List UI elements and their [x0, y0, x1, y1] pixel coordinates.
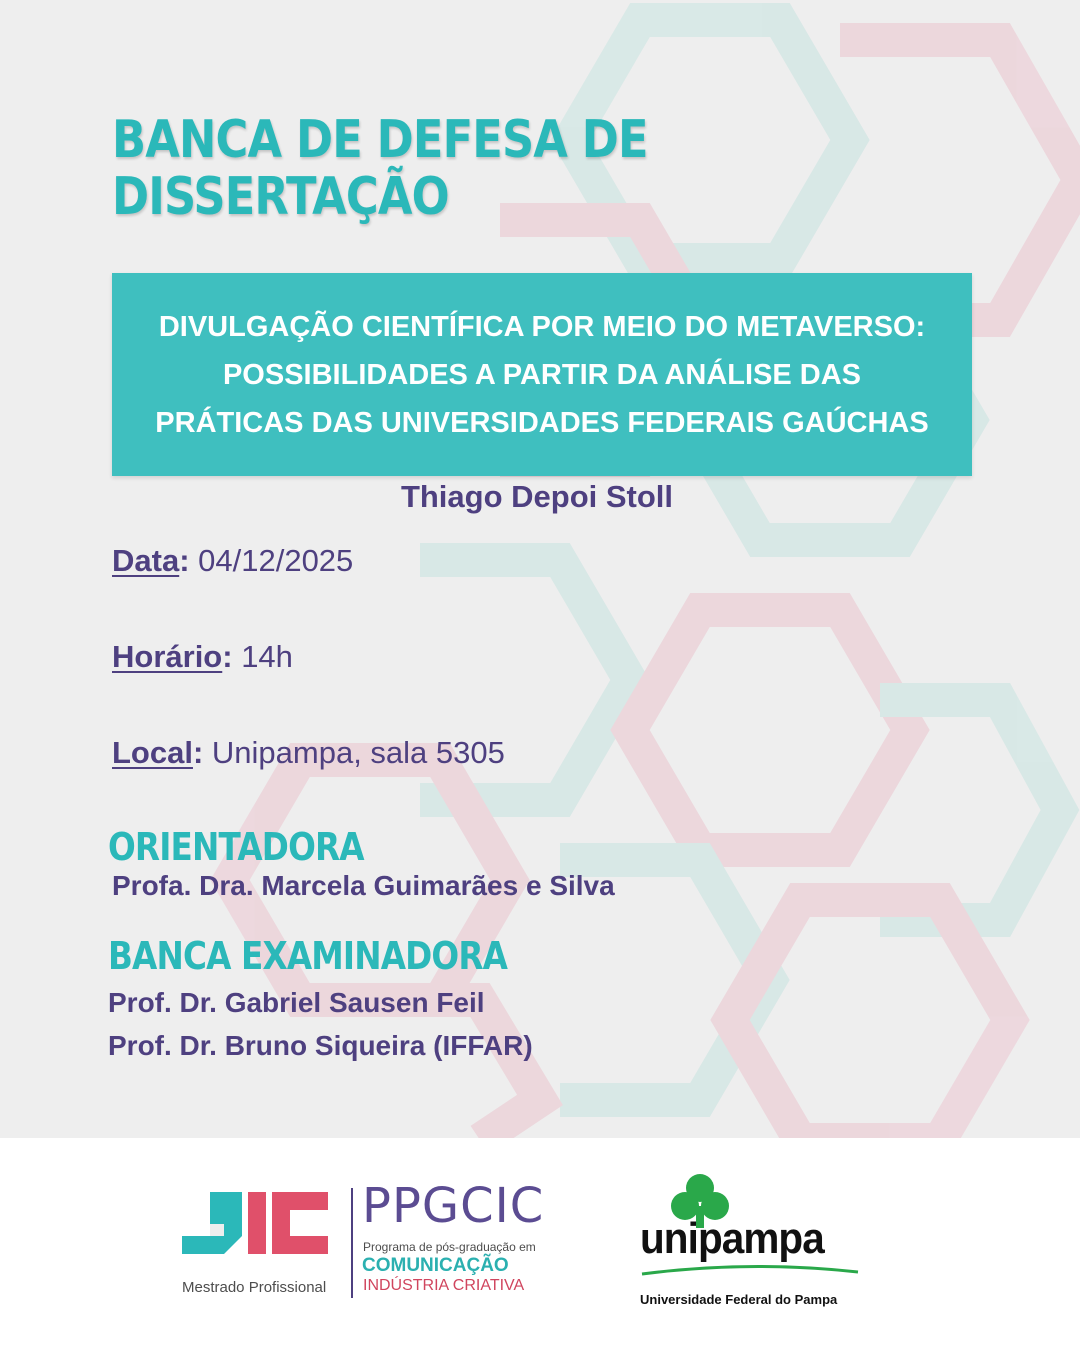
location-label: Local — [112, 735, 193, 770]
footer — [0, 1138, 1080, 1350]
committee-member: Prof. Dr. Gabriel Sausen Feil — [108, 987, 485, 1018]
thesis-title-line: PRÁTICAS DAS UNIVERSIDADES FEDERAIS GAÚCHAS — [155, 406, 929, 439]
location-colon: : — [192, 735, 212, 770]
time-colon: : — [222, 639, 242, 674]
ppgcic-acronym: PPGCIC — [362, 1178, 545, 1234]
page-title-line: DISSERTAÇÃO — [112, 167, 449, 227]
pattern-shape — [360, 1000, 540, 1140]
ppgcic-logo — [176, 1178, 545, 1300]
time-row — [112, 637, 293, 677]
time-label: Horário — [112, 639, 223, 674]
advisor-heading: ORIENTADORA — [108, 825, 364, 869]
location-value: Unipampa, sala 5305 — [211, 735, 505, 770]
ppgcic-program: Programa de pós-graduação em — [363, 1240, 536, 1254]
date-colon: : — [179, 543, 199, 578]
ppgcic-industria: INDÚSTRIA CRIATIVA — [363, 1277, 525, 1294]
date-row — [112, 541, 353, 581]
pattern-shape — [730, 900, 1010, 1140]
thesis-title-line: DIVULGAÇÃO CIENTÍFICA POR MEIO DO METAVERSO: — [158, 310, 926, 343]
mestrado-label: Mestrado Profissional — [182, 1279, 327, 1296]
advisor-name: Profa. Dra. Marcela Guimarães e Silva — [112, 870, 615, 901]
date-value: 04/12/2025 — [198, 543, 354, 578]
logo-divider — [351, 1188, 353, 1298]
page-title — [112, 112, 714, 226]
committee-heading: BANCA EXAMINADORA — [108, 934, 508, 978]
unipampa-logo — [636, 1172, 866, 1312]
time-value: 14h — [241, 639, 293, 674]
date-label: Data — [112, 543, 180, 578]
thesis-title-line: POSSIBILIDADES A PARTIR DA ANÁLISE DAS — [222, 358, 862, 391]
committee-member: Prof. Dr. Bruno Siqueira (IFFAR) — [108, 1030, 533, 1061]
location-row — [112, 733, 505, 773]
author-name: Thiago Depoi Stoll — [400, 479, 674, 514]
ppgcic-comunicacao: COMUNICAÇÃO — [362, 1255, 509, 1276]
pattern-shape — [630, 610, 910, 850]
unipampa-swoosh — [640, 1262, 860, 1278]
page-title-line: BANCA DE DEFESA DE — [112, 110, 648, 170]
ppgcic-mark-icon — [180, 1190, 330, 1260]
thesis-title-banner — [112, 273, 972, 476]
unipampa-wordmark: unipampa — [640, 1214, 824, 1263]
unipampa-subtitle: Universidade Federal do Pampa — [640, 1292, 838, 1307]
